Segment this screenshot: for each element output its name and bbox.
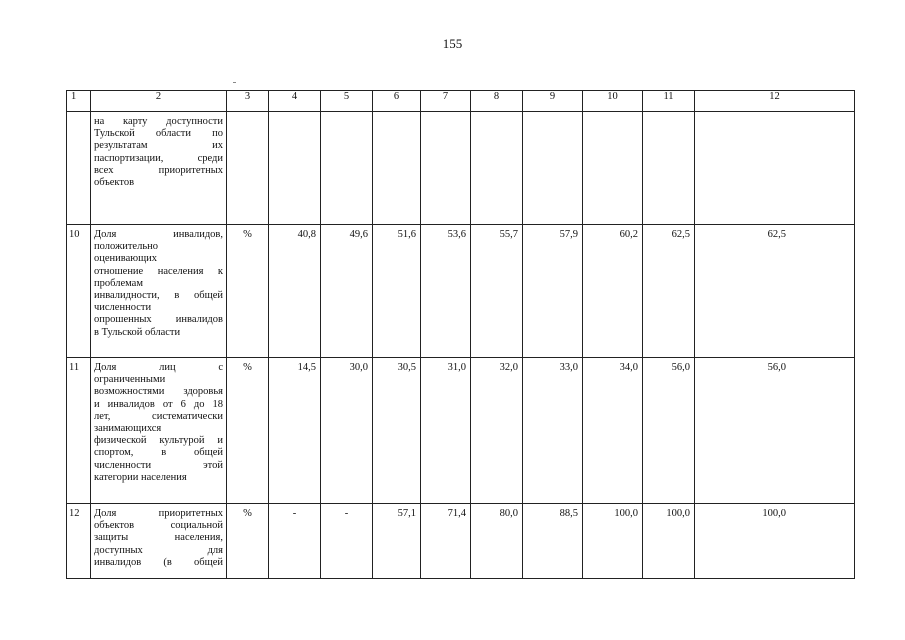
header-cell: 2	[91, 91, 227, 112]
value-cell: 14,5	[269, 358, 321, 504]
value-cell: 56,0	[695, 358, 855, 504]
value-cell: 49,6	[321, 225, 373, 358]
unit-cell: %	[227, 504, 269, 579]
header-cell: 12	[695, 91, 855, 112]
value-cell: 100,0	[695, 504, 855, 579]
value-cell	[523, 112, 583, 225]
page-number: 155	[442, 36, 463, 51]
row-number-cell	[67, 112, 91, 225]
header-cell: 6	[373, 91, 421, 112]
value-cell	[583, 112, 643, 225]
value-cell: 100,0	[643, 504, 695, 579]
header-cell: 10	[583, 91, 643, 112]
value-cell: 30,0	[321, 358, 373, 504]
value-cell	[373, 112, 421, 225]
value-cell: 32,0	[471, 358, 523, 504]
unit-cell	[227, 112, 269, 225]
value-cell: -	[321, 504, 373, 579]
row-number-cell: 10	[67, 225, 91, 358]
value-cell: 80,0	[471, 504, 523, 579]
value-cell	[321, 112, 373, 225]
table-row-continued	[67, 112, 855, 225]
value-cell: -	[269, 504, 321, 579]
value-cell: 88,5	[523, 504, 583, 579]
value-cell: 62,5	[643, 225, 695, 358]
value-cell: 40,8	[269, 225, 321, 358]
header-cell: 8	[471, 91, 523, 112]
indicator-description: на карту доступности Тульской области по результатам их паспортизации, среди всех приоритетных объектов	[91, 112, 227, 225]
value-cell	[471, 112, 523, 225]
value-cell: 34,0	[583, 358, 643, 504]
value-cell	[643, 112, 695, 225]
value-cell	[421, 112, 471, 225]
value-cell: 56,0	[643, 358, 695, 504]
unit-cell: %	[227, 225, 269, 358]
value-cell: 57,1	[373, 504, 421, 579]
header-cell: 1	[67, 91, 91, 112]
value-cell	[695, 112, 855, 225]
value-cell: 62,5	[695, 225, 855, 358]
table-row	[67, 358, 855, 504]
value-cell: 57,9	[523, 225, 583, 358]
value-cell: 33,0	[523, 358, 583, 504]
value-cell: 31,0	[421, 358, 471, 504]
indicator-description: Доля приоритетных объектов социальной защиты населения, доступных для инвалидов (в общей	[91, 504, 227, 579]
value-cell	[269, 112, 321, 225]
row-number-cell: 11	[67, 358, 91, 504]
unit-cell: %	[227, 358, 269, 504]
indicator-description: Доля лиц с ограниченными возможностями здоровья и инвалидов от 6 до 18 лет, систематически занимающихся физической культурой и спортом, в общей численности этой категории населения	[91, 358, 227, 504]
header-cell: 9	[523, 91, 583, 112]
table-row	[67, 504, 855, 579]
scan-mark	[233, 82, 236, 83]
table-header-row	[67, 91, 855, 112]
value-cell: 51,6	[373, 225, 421, 358]
value-cell: 100,0	[583, 504, 643, 579]
header-cell: 4	[269, 91, 321, 112]
row-number-cell: 12	[67, 504, 91, 579]
value-cell: 55,7	[471, 225, 523, 358]
indicator-description: Доля инвалидов, положительно оценивающих отношение населения к проблемам инвалидности, в общей численности опрошенных инвалидов в Тульской области	[91, 225, 227, 358]
value-cell: 71,4	[421, 504, 471, 579]
value-cell: 30,5	[373, 358, 421, 504]
header-cell: 3	[227, 91, 269, 112]
table-row	[67, 225, 855, 358]
value-cell: 53,6	[421, 225, 471, 358]
header-cell: 5	[321, 91, 373, 112]
value-cell: 60,2	[583, 225, 643, 358]
indicator-table	[66, 90, 855, 579]
header-cell: 7	[421, 91, 471, 112]
header-cell: 11	[643, 91, 695, 112]
